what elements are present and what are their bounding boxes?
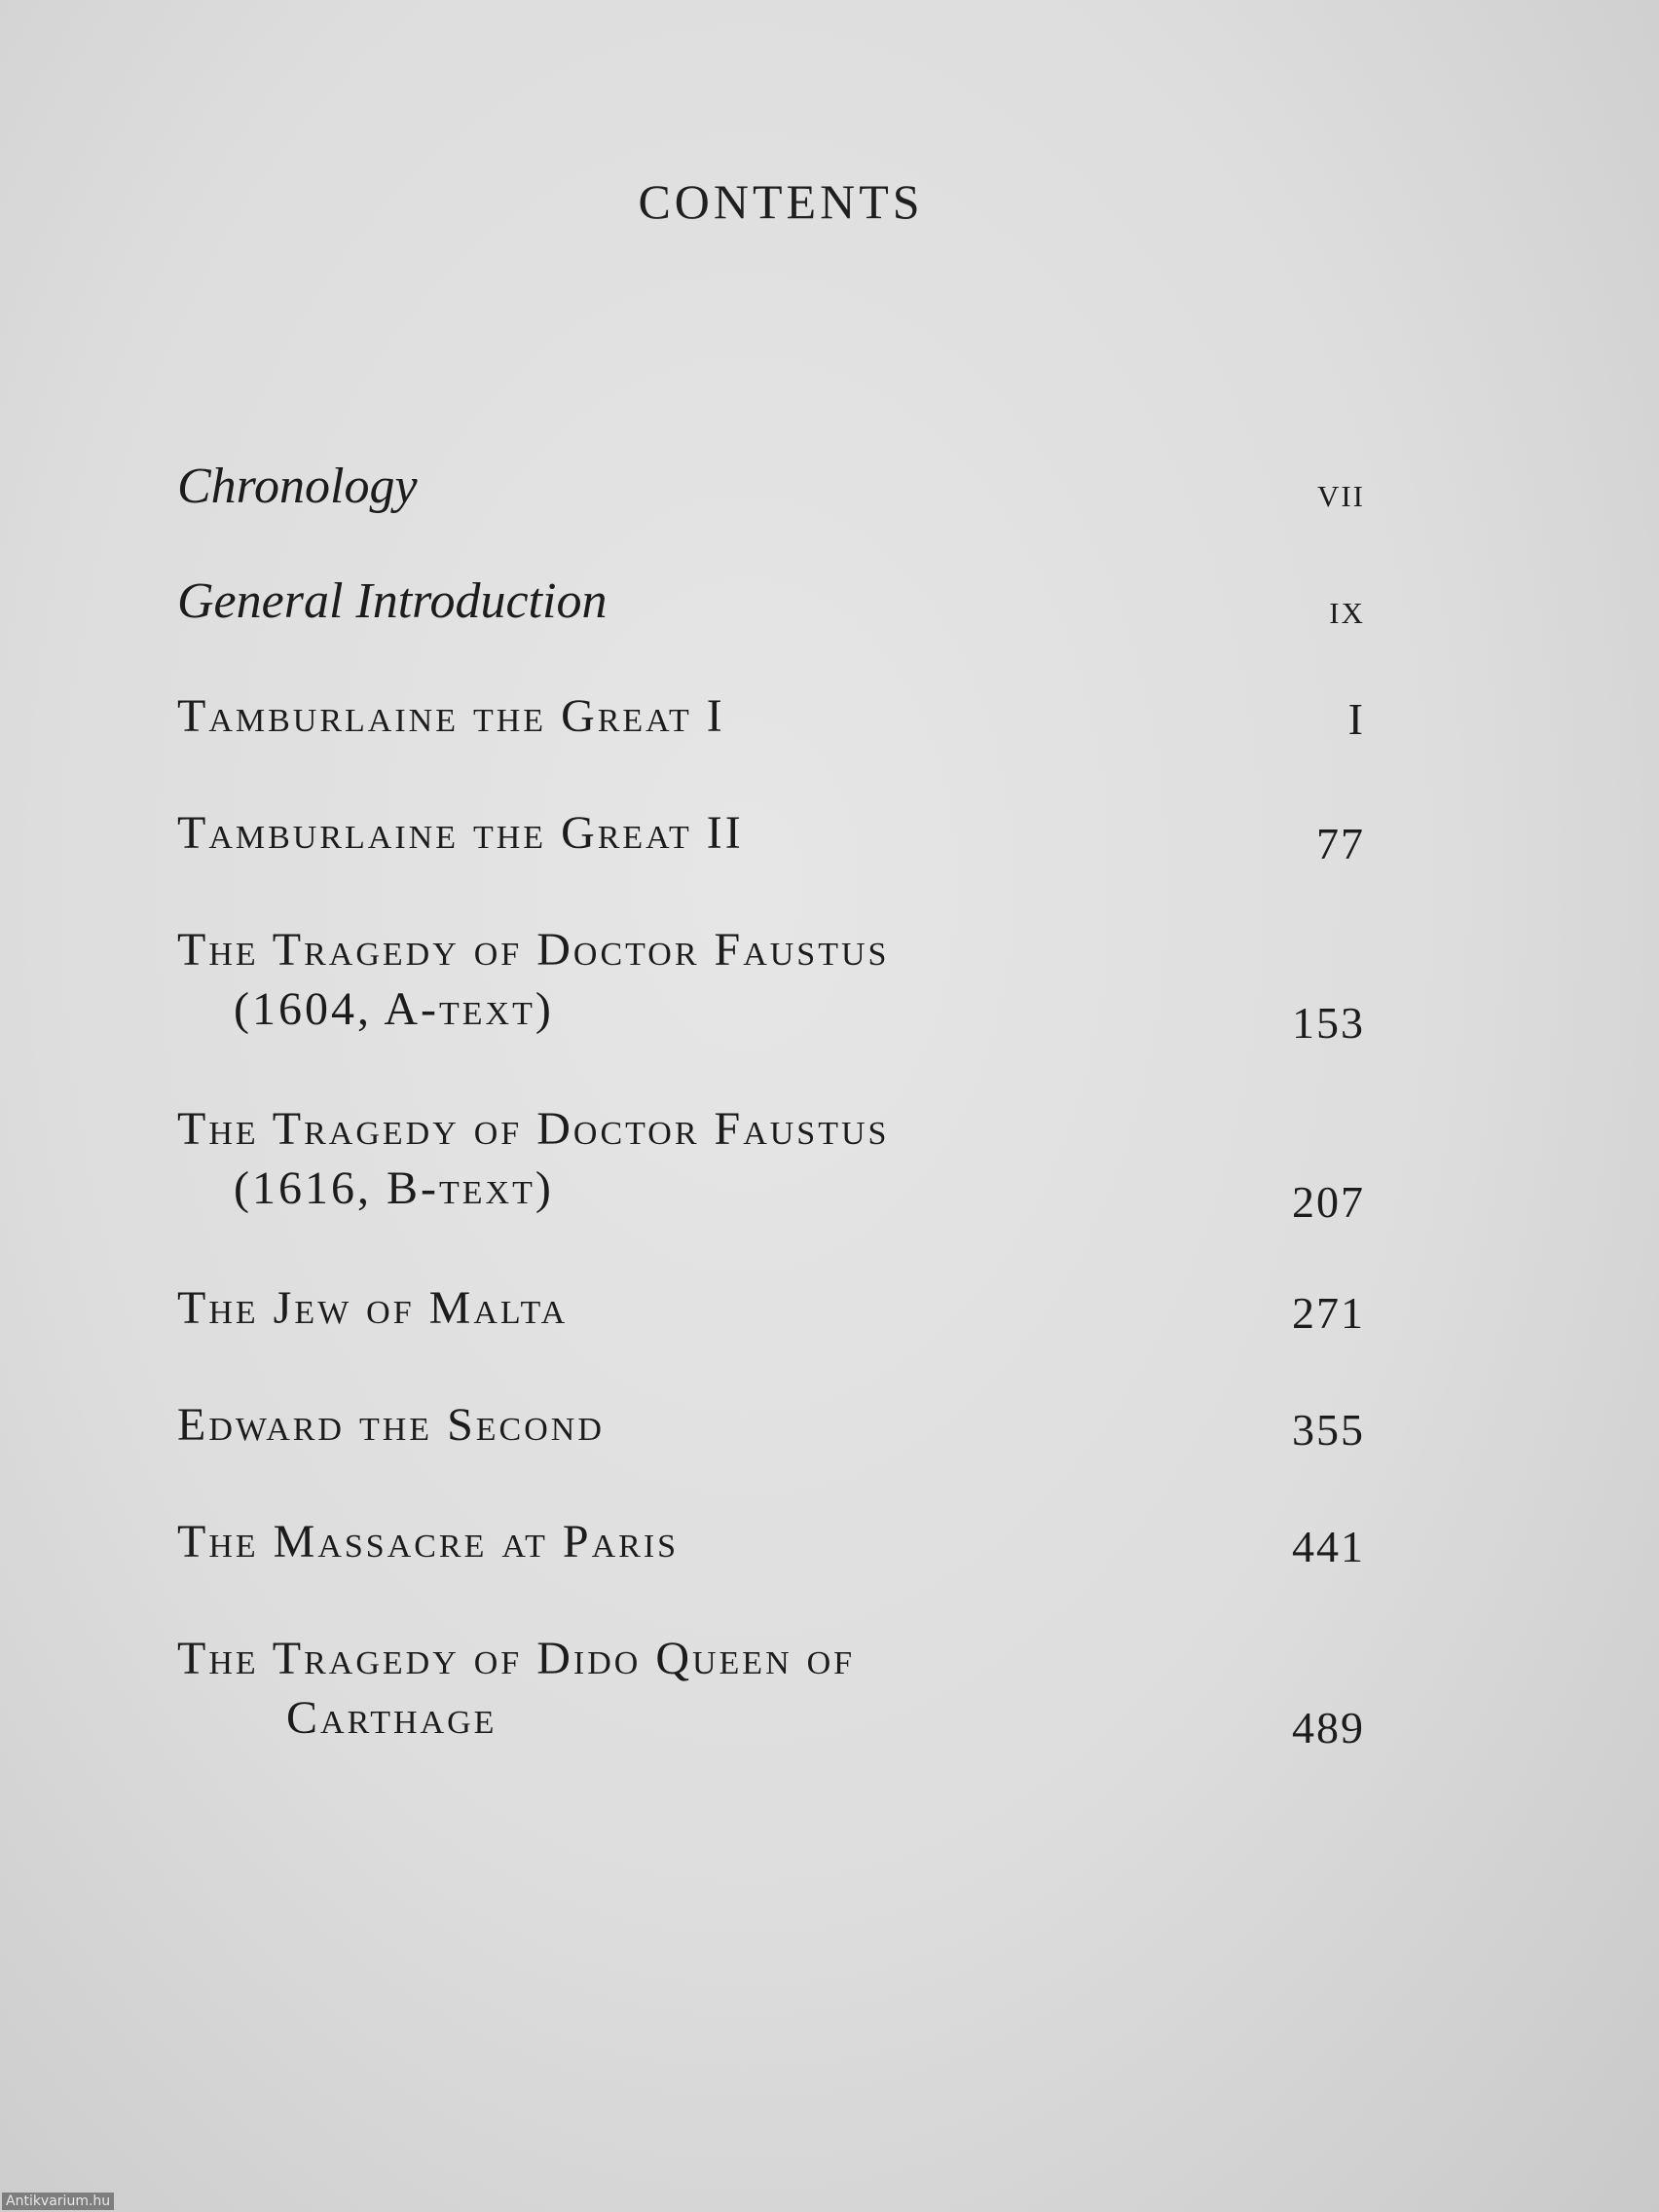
toc-entry-title: Edward the Second [177,1399,605,1451]
toc-entry-faustus-a[interactable] [177,923,1365,1050]
toc-entry-title: The Massacre at Paris [177,1516,680,1567]
toc-entry-page: I [1347,694,1365,744]
toc-entry-page: 271 [1292,1288,1365,1338]
toc-entry-title: The Tragedy of Doctor Faustus [177,924,890,976]
toc-entry-page: 77 [1316,819,1365,868]
page-heading: CONTENTS [638,174,924,229]
toc-entry-page: 489 [1292,1703,1365,1752]
watermark-label: Antikvarium.hu [2,2193,114,2210]
toc-entry-jew-of-malta[interactable] [177,1281,1365,1349]
toc-entry-page: ix [1329,585,1365,633]
toc-entry-title: General Introduction [177,573,608,629]
toc-entry-subtitle: (1604, A-text) [234,983,554,1035]
toc-entry-page: 355 [1292,1405,1365,1455]
toc-entry-page: 153 [1292,998,1365,1048]
toc-entry-page: 207 [1292,1177,1365,1227]
toc-entry-title: The Tragedy of Doctor Faustus [177,1103,890,1155]
toc-entry-subtitle: (1616, B-text) [234,1162,554,1214]
toc-entry-page: vii [1316,468,1365,516]
toc-entry-dido[interactable] [177,1632,1365,1758]
toc-entry-title: Tamburlaine the Great II [177,807,744,859]
toc-entry-faustus-b[interactable] [177,1102,1365,1229]
toc-entry-title: Chronology [177,459,418,514]
toc-entry-title: The Tragedy of Dido Queen of [177,1633,856,1684]
toc-entry-subtitle: Carthage [286,1692,498,1744]
toc-entry-tamburlaine-1[interactable] [177,689,1365,757]
toc-entry-edward-the-second[interactable] [177,1398,1365,1466]
toc-entry-general-introduction[interactable] [177,572,1365,641]
toc-entry-massacre-at-paris[interactable] [177,1515,1365,1583]
toc-entry-page: 441 [1292,1522,1365,1571]
toc-entry-tamburlaine-2[interactable] [177,806,1365,874]
toc-entry-title: Tamburlaine the Great I [177,690,725,742]
toc-entry-chronology[interactable] [177,458,1365,526]
toc-entry-title: The Jew of Malta [177,1282,569,1334]
